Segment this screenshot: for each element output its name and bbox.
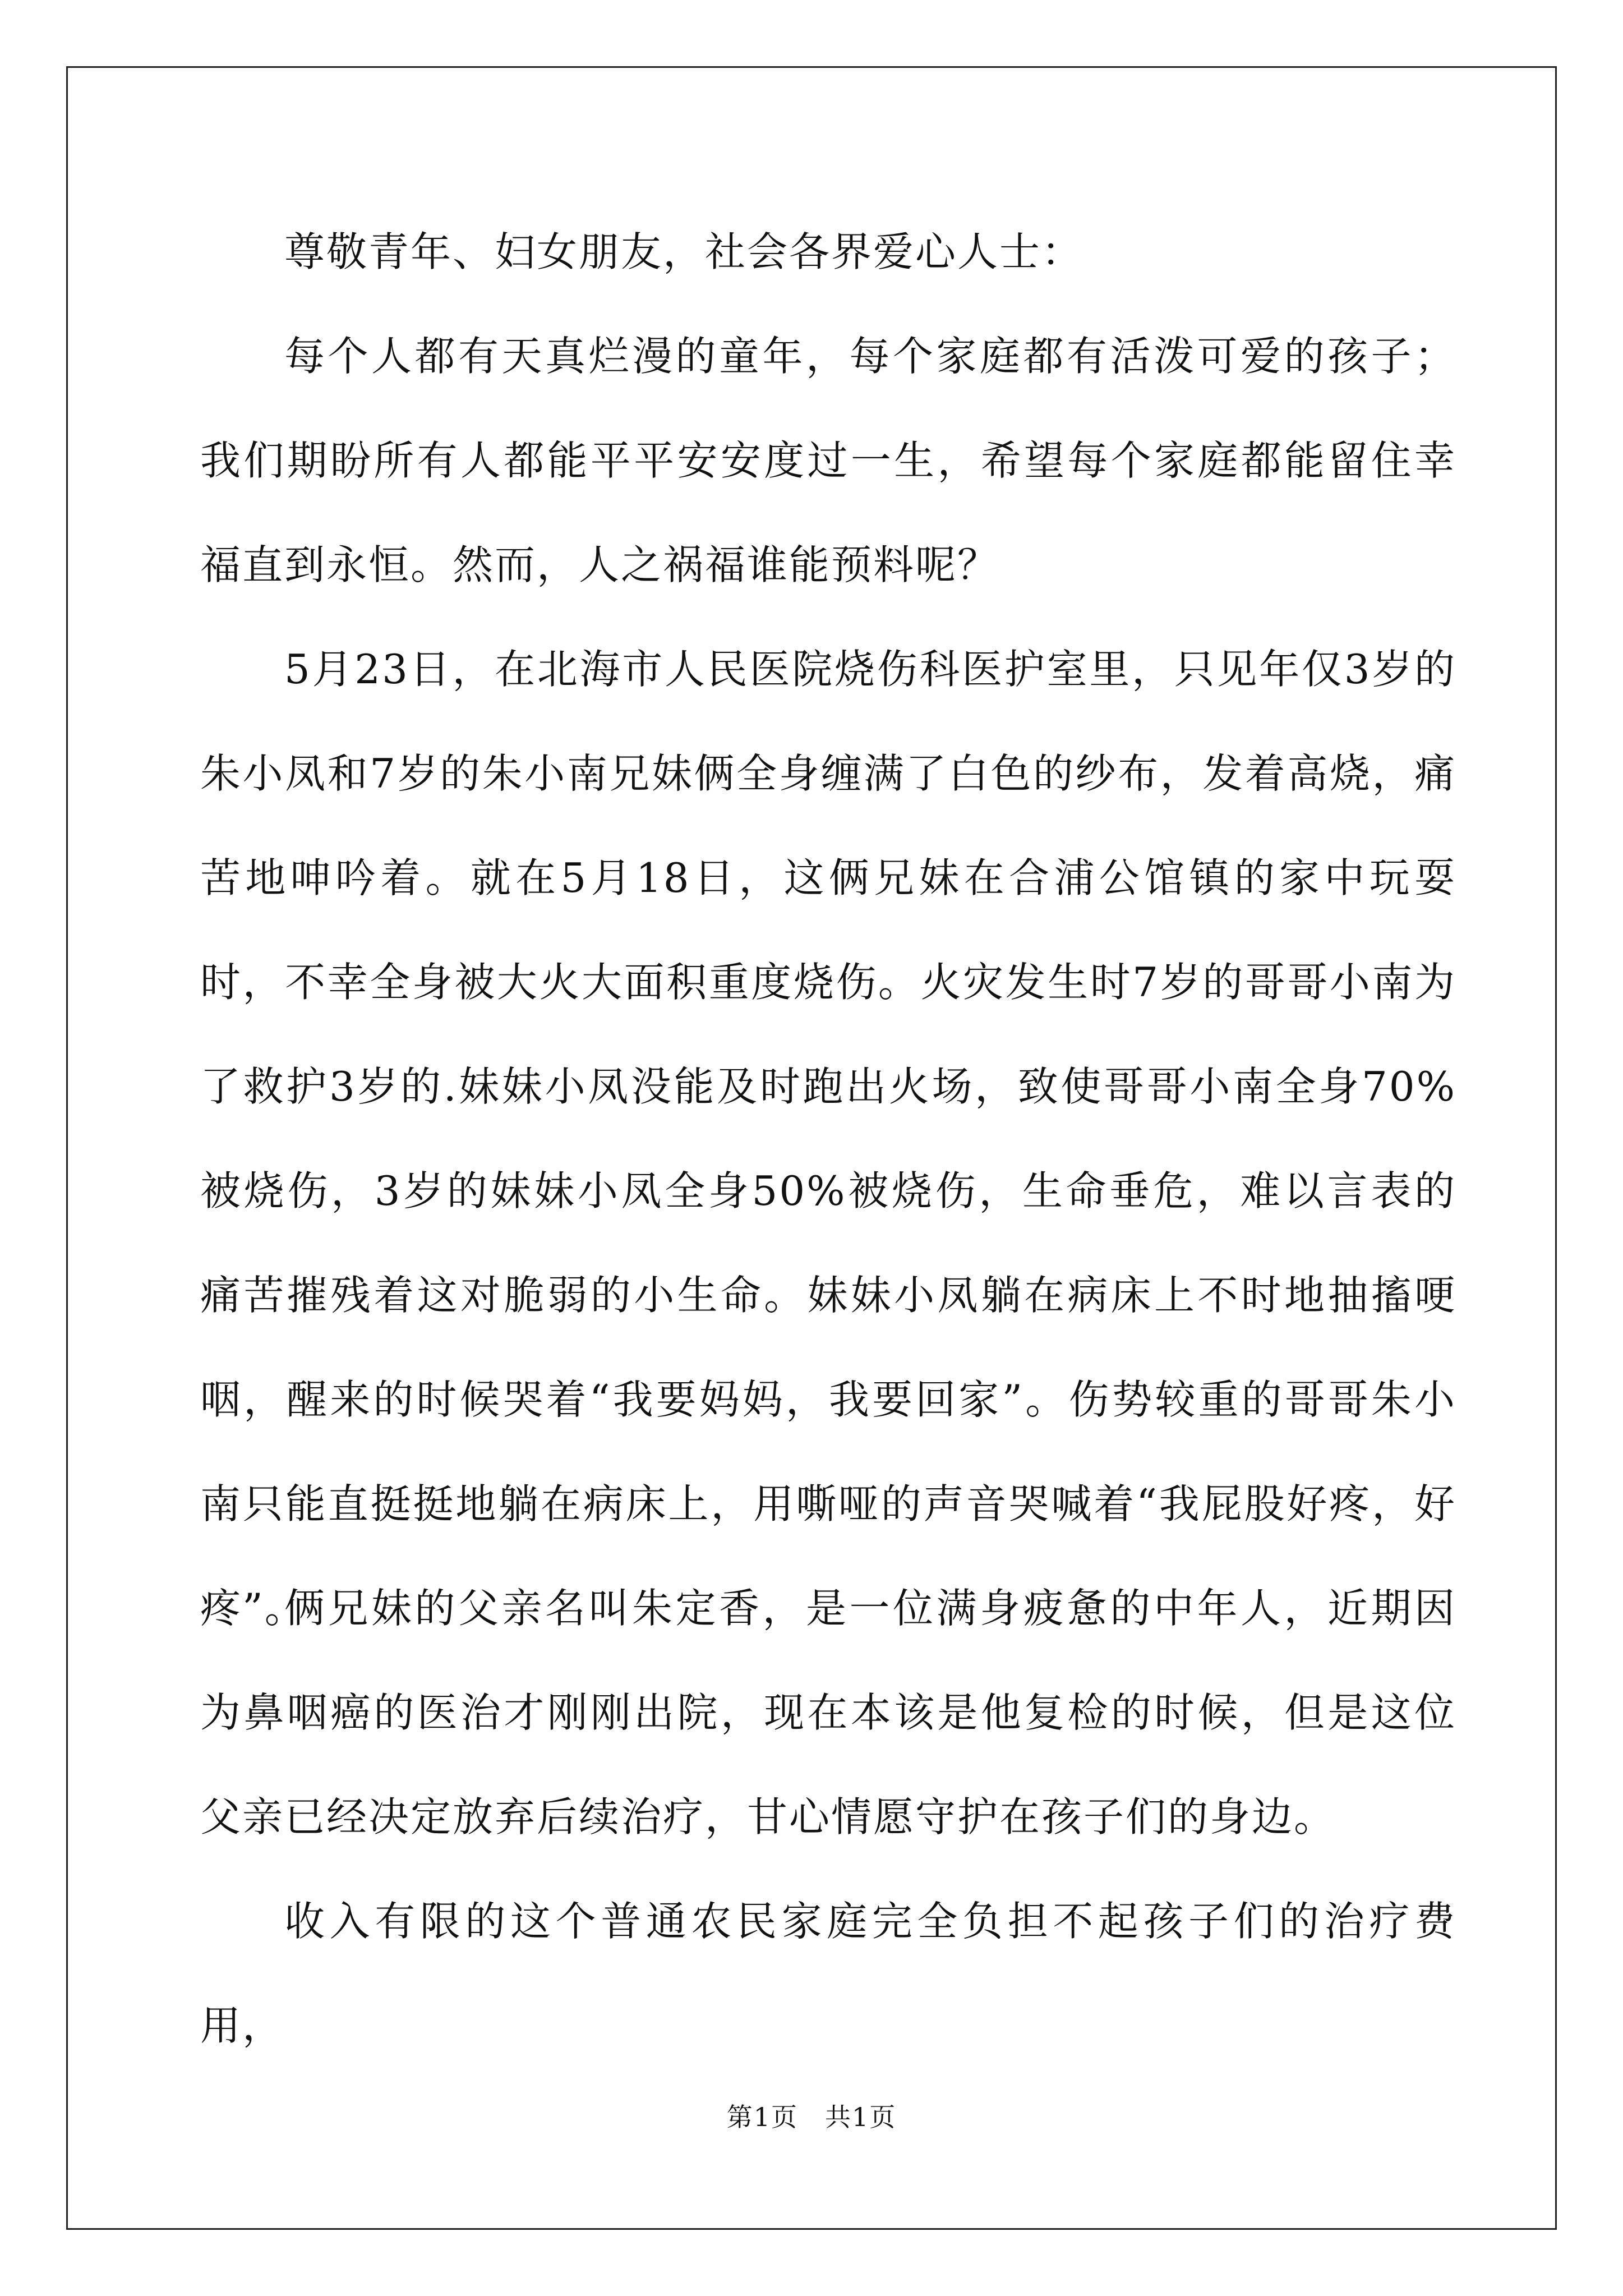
paragraph-2: 5月23日，在北海市人民医院烧伤科医护室里，只见年仅3岁的朱小凤和7岁的朱小南兄妹俩全身缠满了白色的纱布，发着高烧，痛苦地呻吟着。就在5月18日，这俩兄妹在合浦公馆镇的家中玩耍时，不幸全身被大火大面积重度烧伤。火灾发生时7岁的哥哥小南为了救护3岁的.妹妹小凤没能及时跑出火场，致使哥哥小南全身70%被烧伤，3岁的妹妹小凤全身50%被烧伤，生命垂危，难以言表的痛苦摧残着这对脆弱的小生命。妹妹小凤躺在病床上不时地抽搐哽咽，醒来的时候哭着“我要妈妈，我要回家”。伤势较重的哥哥朱小南只能直挺挺地躺在病床上，用嘶哑的声音哭喊着“我屁股好疼，好疼”。 <box>200 646 1456 1632</box>
paragraph-3: 俩兄妹的父亲名叫朱定香，是一位满身疲惫的中年人，近期因为鼻咽癌的医治才刚刚出院，现在本该是他复检的时候，但是这位父亲已经决定放弃后续治疗，甘心情愿守护在孩子们的身边。 <box>200 1585 1456 1841</box>
paragraph-4: 收入有限的这个普通农民家庭完全负担不起孩子们的治疗费用， <box>200 1898 1456 2049</box>
page-footer: 第1页 共1页 <box>726 2102 897 2132</box>
document-body <box>200 0 1456 2132</box>
paragraph-1: 每个人都有天真烂漫的童年，每个家庭都有活泼可爱的孩子；我们期盼所有人都能平平安安度过一生，希望每个家庭都能留住幸福直到永恒。然而，人之祸福谁能预料呢？ <box>200 333 1456 588</box>
salutation: 尊敬青年、妇女朋友，社会各界爱心人士： <box>284 228 1084 275</box>
